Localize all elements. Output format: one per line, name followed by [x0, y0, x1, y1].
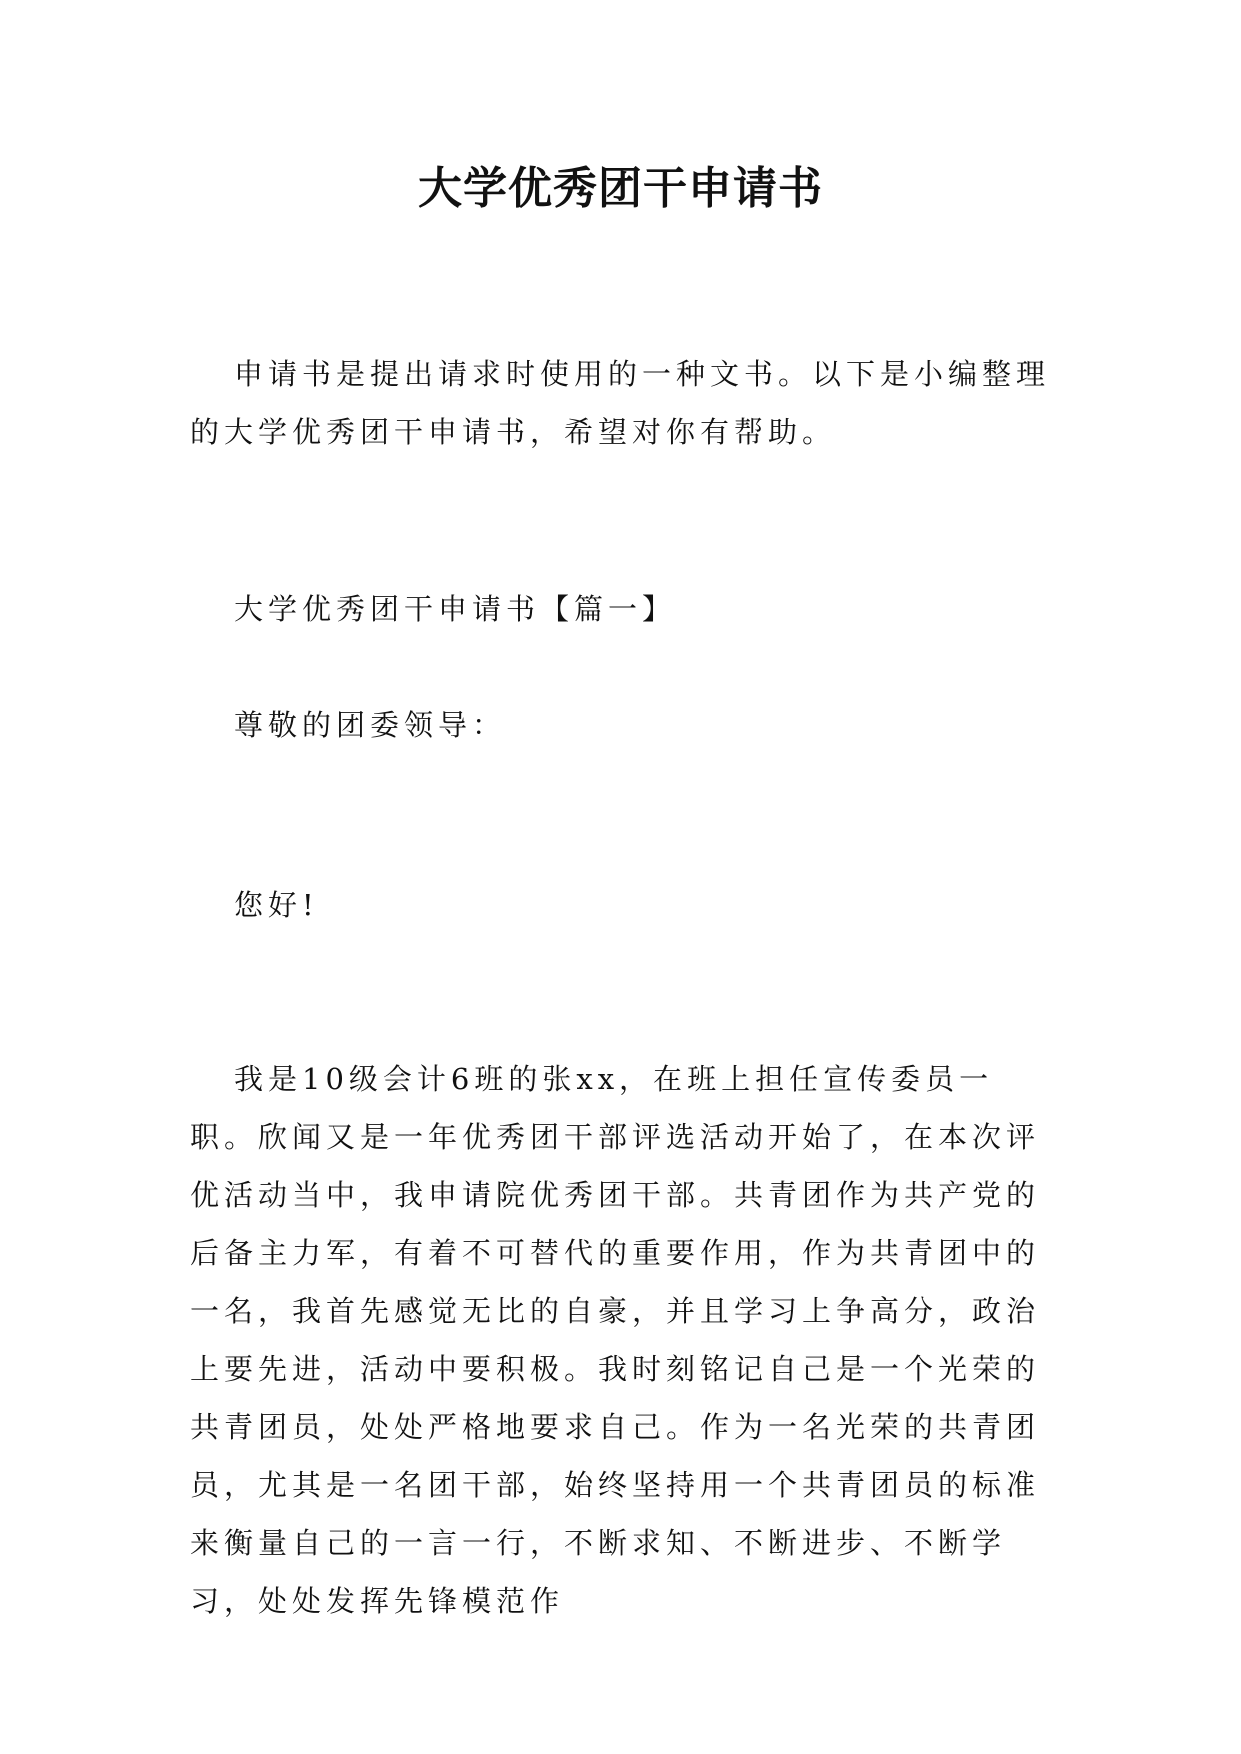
body-paragraph: 我是10级会计6班的张xx，在班上担任宣传委员一职。欣闻又是一年优秀团干部评选活动开始了，在本次评优活动当中，我申请院优秀团干部。共青团作为共产党的后备主力军，有着不可替代的重要作用，作为共青团中的一名，我首先感觉无比的自豪，并且学习上争高分，政治上要先进，活动中要积极。我时刻铭记自己是一个光荣的共青团员，处处严格地要求自己。作为一名光荣的共青团员，尤其是一名团干部，始终坚持用一个共青团员的标准来衡量自己的一言一行，不断求知、不断进步、不断学习，处处发挥先锋模范作	[190, 1062, 1041, 1618]
section-heading: 大学优秀团干申请书【篇一】	[234, 592, 677, 626]
greeting: 您好!	[234, 888, 319, 922]
intro-paragraph: 申请书是提出请求时使用的一种文书。以下是小编整理的大学优秀团干申请书，希望对你有帮助。	[190, 357, 1051, 449]
page-title: 大学优秀团干申请书	[418, 163, 823, 214]
salutation: 尊敬的团委领导：	[234, 708, 507, 742]
